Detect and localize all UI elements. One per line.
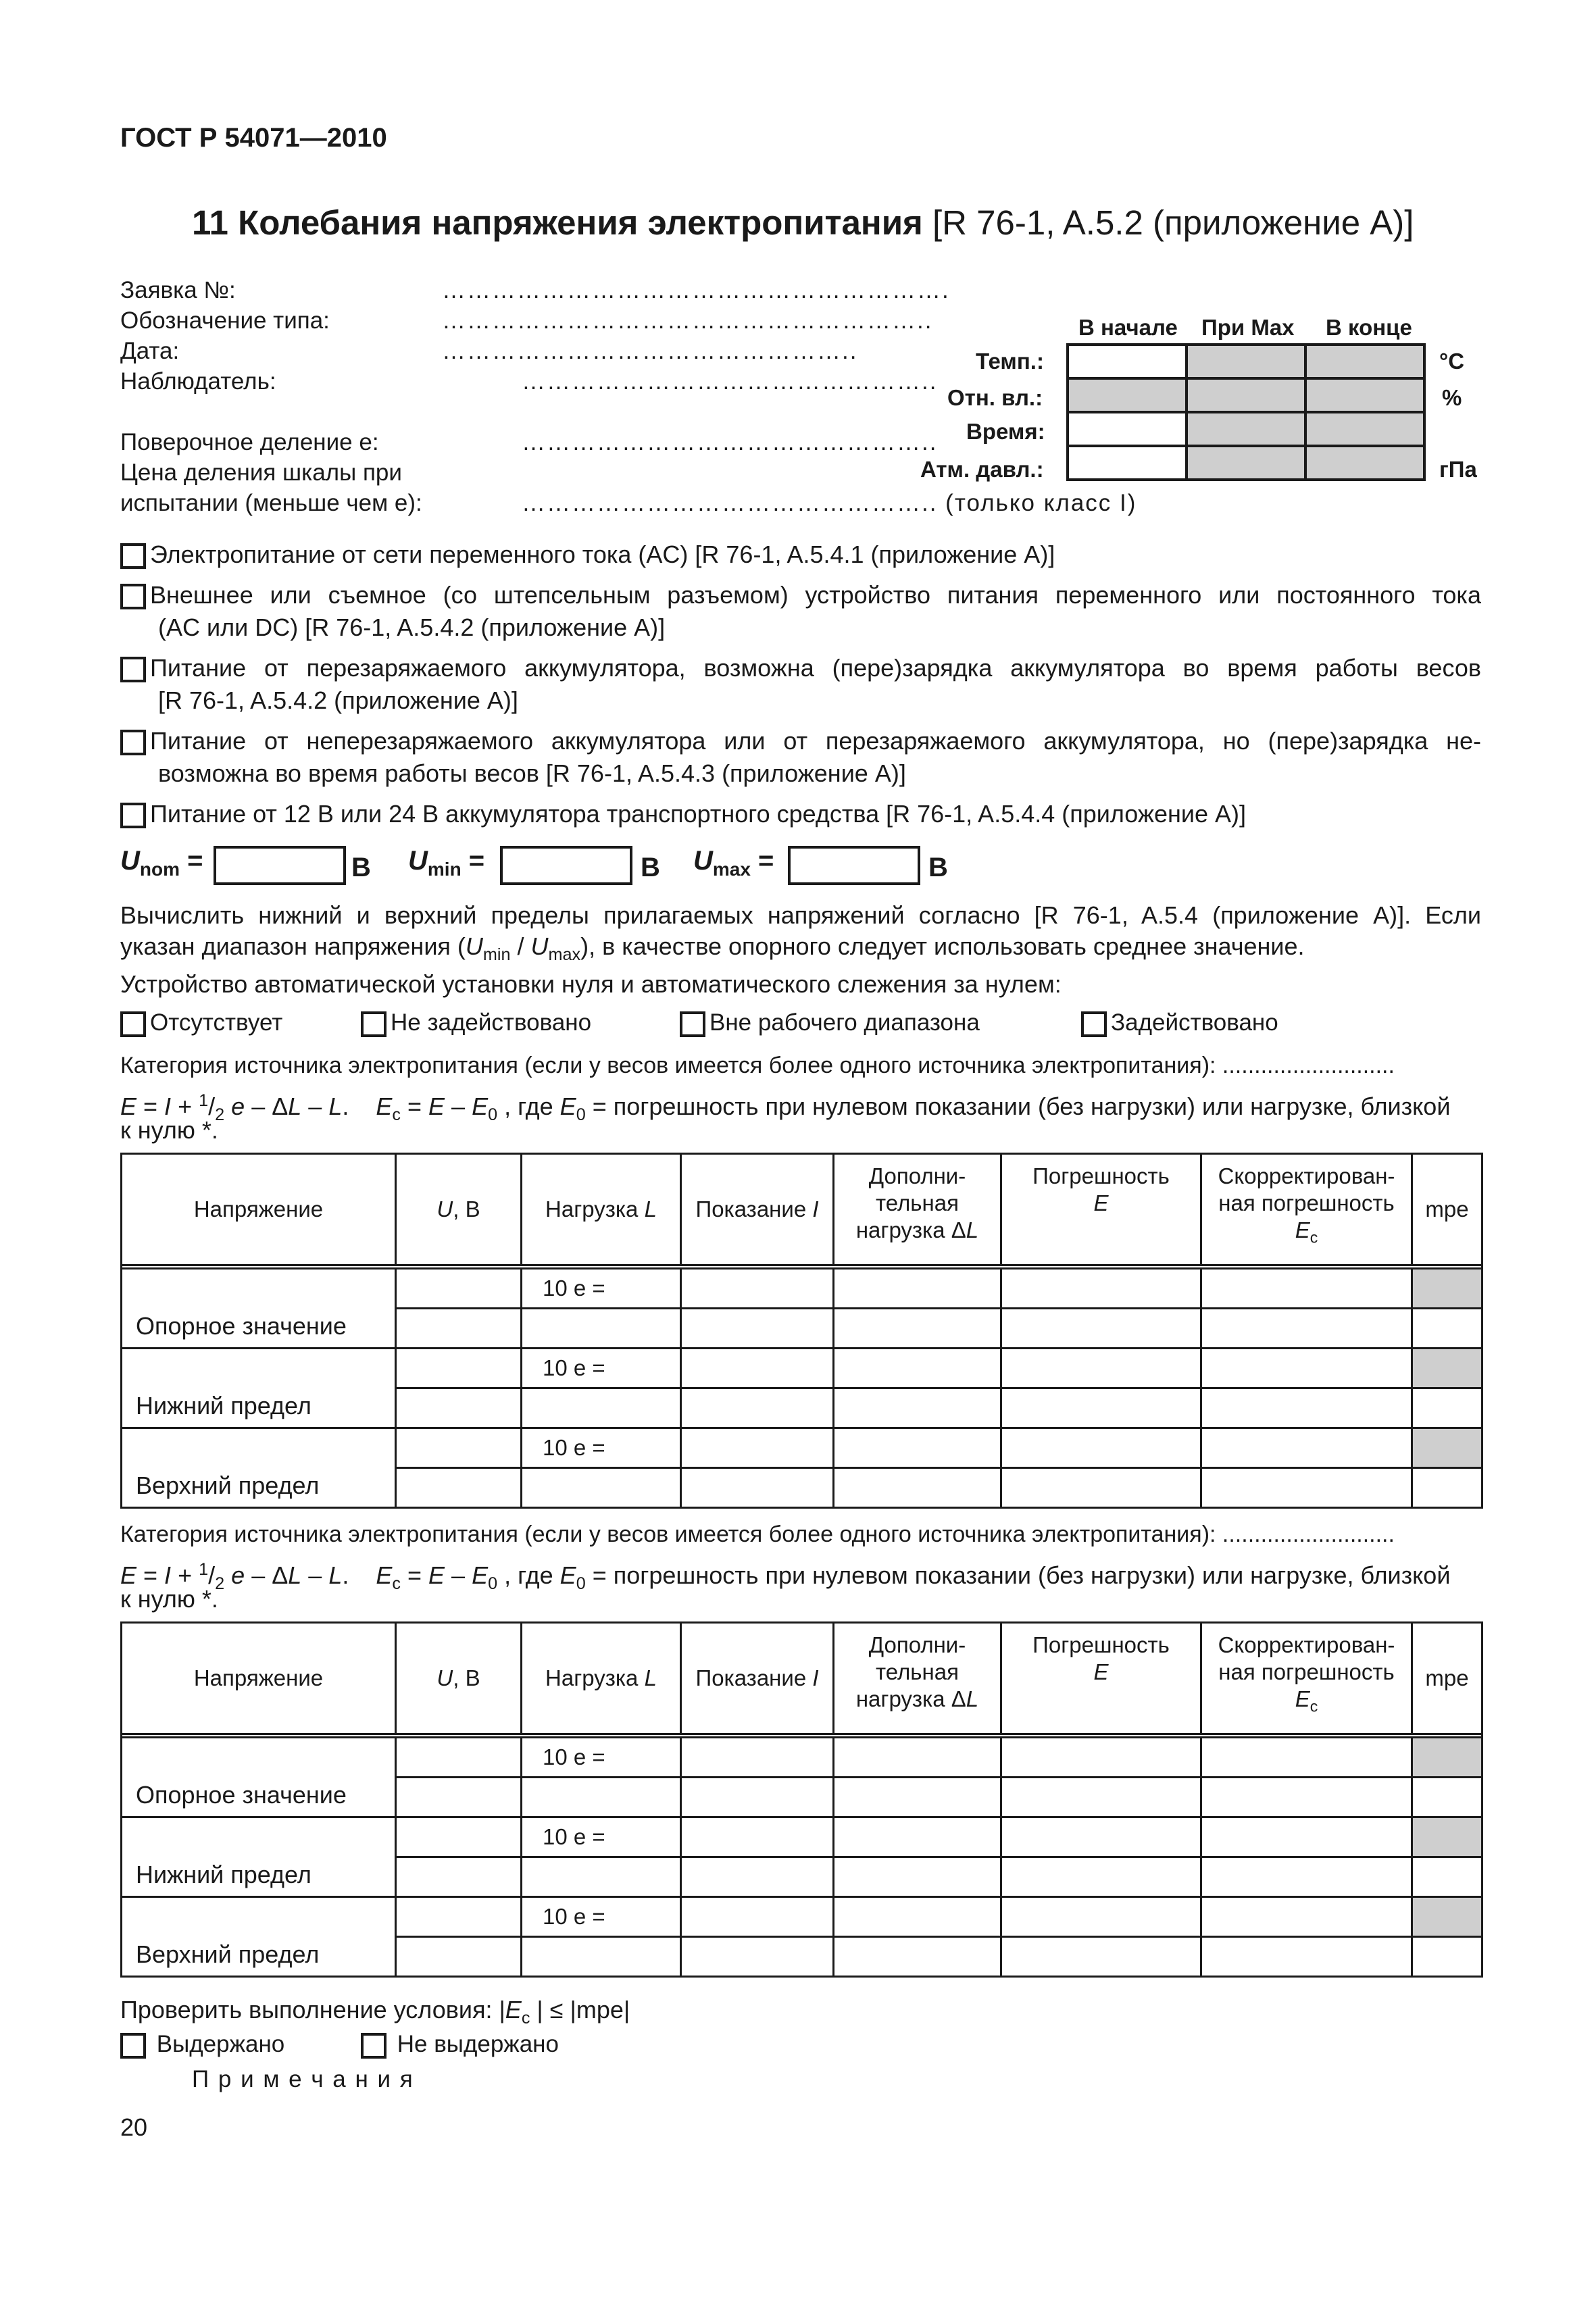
cell-shaded [1412,1269,1482,1309]
cell[interactable] [681,1269,834,1309]
meteo-table [1066,343,1426,481]
cell[interactable] [1412,1388,1482,1428]
meteo-row-temp: Темп.: [976,349,1044,374]
cell[interactable] [834,1428,1001,1468]
cell[interactable] [834,1309,1001,1349]
field-label-application: Заявка №: [120,277,236,303]
cell[interactable] [522,1309,681,1349]
u-nom-unit: В [351,853,371,882]
cell[interactable] [834,1468,1001,1508]
meteo-cell [1068,378,1187,412]
meteo-unit-temp: °C [1439,349,1465,374]
cell[interactable] [1001,1738,1201,1778]
checkbox[interactable] [120,2033,146,2059]
check-passed[interactable]: Выдержано [120,2031,284,2059]
document-header: ГОСТ Р 54071—2010 [120,123,387,153]
cell[interactable] [1001,1309,1201,1349]
check-condition: Проверить выполнение условия: $|E_c$ | ≤ |mpe| [120,1996,630,2028]
cell[interactable] [834,1857,1001,1897]
cell[interactable] [1001,1778,1201,1817]
u-min-label: $U_{min}$ = [408,846,485,880]
col-reading: Показание I [681,1154,834,1265]
zero-option-absent[interactable]: Отсутствует [120,1009,282,1037]
field-dots-type[interactable]: ………………………………………………….. [442,307,933,334]
col-extra-load: Дополни- тельная нагрузка ΔL [834,1623,1001,1734]
meteo-cell [1305,412,1424,446]
u-min-unit: В [641,853,660,882]
load-cell: 10 е = [522,1428,681,1468]
cell[interactable] [396,1349,522,1388]
load-cell: 10 е = [522,1817,681,1857]
meteo-cell [1187,378,1305,412]
field-dots-verification[interactable]: ………………………………………….. [522,429,938,455]
calc-text-1: Вычислить нижний и верхний пределы прилагаемых напряжений согласно [R 76-1, A.5.4 (приложение A)]. Если [120,901,1481,929]
cell[interactable] [1412,1309,1482,1349]
field-label-type: Обозначение типа: [120,307,330,334]
cell[interactable] [522,1778,681,1817]
row-upper: Верхний предел [122,1428,396,1508]
cell[interactable] [834,1897,1001,1937]
u-nom-input[interactable] [214,846,346,885]
col-reading: Показание I [681,1623,834,1734]
meteo-row-humidity: Отн. вл.: [947,385,1043,410]
checkbox[interactable] [120,730,146,755]
field-dots-observer[interactable]: ………………………………………….. [522,368,938,395]
cell[interactable] [1412,1778,1482,1817]
checkbox[interactable] [1081,1011,1107,1037]
cell[interactable] [681,1738,834,1778]
cell[interactable] [1201,1937,1412,1977]
cell[interactable] [1201,1817,1412,1857]
cell[interactable] [396,1778,522,1817]
page-number: 20 [120,2113,148,2141]
cell[interactable] [522,1857,681,1897]
cell[interactable] [396,1388,522,1428]
cell[interactable] [1201,1468,1412,1508]
meteo-cell[interactable] [1068,345,1187,378]
power-option-external[interactable]: Внешнее или съемное (со штепсельным разъемом) устройство питания переменного или постоянного тока [120,578,1481,612]
formula-2-cont: к нулю *. [120,1585,218,1613]
col-u: U, В [396,1623,522,1734]
col-corrected-error: Скорректирован- ная погрешность $E_c$ [1201,1623,1412,1734]
check-failed[interactable]: Не выдержано [361,2031,559,2059]
category-text-1: Категория источника электропитания (если у весов имеется более одного источника электропитания): ........................... [120,1053,1395,1078]
cell[interactable] [1001,1269,1201,1309]
cell[interactable] [681,1309,834,1349]
power-option-rechargeable-cont: [R 76-1, A.5.4.2 (приложение A)] [158,686,518,714]
cell[interactable] [834,1349,1001,1388]
cell[interactable] [396,1738,522,1778]
results-table-2 [120,1621,1483,1978]
cell[interactable] [681,1388,834,1428]
cell[interactable] [1001,1388,1201,1428]
cell[interactable] [681,1428,834,1468]
field-dots-date[interactable]: ………………………………………….. [442,338,858,364]
field-label-verification: Поверочное деление е: [120,429,379,455]
u-min-input[interactable] [500,846,632,885]
u-max-unit: В [928,853,948,882]
checkbox[interactable] [361,2033,386,2059]
power-option-ac[interactable]: Электропитание от сети переменного тока (AC) [R 76-1, A.5.4.1 (приложение A)] [120,538,1481,572]
field-label-date: Дата: [120,338,180,364]
col-mpe: mpe [1412,1623,1482,1734]
cell[interactable] [834,1817,1001,1857]
checkbox[interactable] [120,657,146,682]
cell[interactable] [681,1349,834,1388]
power-option-nonrechargeable-cont: возможна во время работы весов [R 76-1, A.5.4.3 (приложение A)] [158,759,906,787]
col-error: Погрешность E [1001,1154,1201,1265]
col-load: Нагрузка L [522,1154,681,1265]
cell[interactable] [396,1468,522,1508]
meteo-row-time: Время: [966,419,1045,444]
row-lower: Нижний предел [122,1349,396,1428]
u-max-label: $U_{max}$ = [693,846,774,880]
cell[interactable] [1001,1897,1201,1937]
meteo-unit-pressure: гПа [1439,457,1477,482]
meteo-cell [1305,378,1424,412]
cell[interactable] [1201,1388,1412,1428]
checkbox[interactable] [361,1011,386,1037]
cell[interactable] [1201,1778,1412,1817]
meteo-col-end: В конце [1326,315,1412,340]
cell-shaded [1412,1428,1482,1468]
cell[interactable] [522,1937,681,1977]
checkbox[interactable] [680,1011,705,1037]
cell[interactable] [1412,1468,1482,1508]
cell-shaded [1412,1897,1482,1937]
cell[interactable] [1412,1857,1482,1897]
field-label-scale-1: Цена деления шкалы при [120,459,402,486]
cell[interactable] [396,1937,522,1977]
cell[interactable] [681,1937,834,1977]
meteo-cell[interactable] [1068,446,1187,480]
cell[interactable] [1001,1428,1201,1468]
power-option-external-cont: (AC или DC) [R 76-1, A.5.4.2 (приложение A)] [158,613,666,641]
cell[interactable] [1412,1937,1482,1977]
cell[interactable] [522,1468,681,1508]
formula-1-cont: к нулю *. [120,1116,218,1144]
u-nom-label: $U_{nom}$ = [120,846,203,880]
cell[interactable] [1201,1857,1412,1897]
notes-label: П р и м е ч а н и я [192,2066,414,2092]
col-voltage: Напряжение [122,1154,396,1265]
cell-shaded [1412,1738,1482,1778]
meteo-col-start: В начале [1078,315,1178,340]
load-cell: 10 е = [522,1738,681,1778]
meteo-col-max: При Max [1201,315,1295,340]
col-mpe: mpe [1412,1154,1482,1265]
category-text-2: Категория источника электропитания (если у весов имеется более одного источника электропитания): ........................... [120,1521,1395,1547]
zero-option-used[interactable]: Задействовано [1081,1009,1278,1037]
zero-device-label: Устройство автоматической установки нуля и автоматического слежения за нулем: [120,970,1062,998]
cell[interactable] [834,1937,1001,1977]
power-option-rechargeable[interactable]: Питание от перезаряжаемого аккумулятора, возможна (пере)зарядка аккумулятора во время работы весов [120,651,1481,685]
cell[interactable] [1201,1897,1412,1937]
meteo-cell [1305,345,1424,378]
checkbox[interactable] [120,803,146,828]
cell[interactable] [396,1269,522,1309]
results-table-1 [120,1153,1483,1509]
cell[interactable] [834,1738,1001,1778]
section-title: 11 Колебания напряжения электропитания [R 76-1, A.5.2 (приложение A)] [192,203,1414,242]
meteo-cell [1305,446,1424,480]
cell[interactable] [1001,1817,1201,1857]
row-upper: Верхний предел [122,1897,396,1977]
load-cell: 10 е = [522,1269,681,1309]
field-label-scale-2: испытании (меньше чем е): [120,490,422,516]
field-dots-scale[interactable]: ………………………………………….. (только класс I) [522,490,1137,516]
cell[interactable] [681,1817,834,1857]
checkbox[interactable] [120,584,146,609]
formula-1: $E = I + ^1/_2$ e – ΔL – L. $E_c = E - E_0$ , где $E_0$ = погрешность при нулевом показании (без нагрузки) или нагрузке, близкой [120,1091,1451,1125]
u-max-input[interactable] [788,846,920,885]
formula-2: $E = I + ^1/_2$ e – ΔL – L. $E_c = E - E_0$ , где $E_0$ = погрешность при нулевом показании (без нагрузки) или нагрузке, близкой [120,1560,1451,1594]
cell[interactable] [1001,1349,1201,1388]
col-corrected-error: Скорректирован- ная погрешность $E_c$ [1201,1154,1412,1265]
power-option-vehicle[interactable]: Питание от 12 В или 24 В аккумулятора транспортного средства [R 76-1, A.5.4.4 (приложение A)] [120,797,1481,831]
cell[interactable] [1001,1857,1201,1897]
zero-option-not-used[interactable]: Не задействовано [361,1009,591,1037]
meteo-unit-humidity: % [1442,385,1462,410]
field-dots-application[interactable]: ……………………………………………………. [442,277,950,303]
calc-text-2: указан диапазон напряжения $(U_{min} / U_{max})$, в качестве опорного следует использовать среднее значение. [120,932,1305,965]
cell[interactable] [681,1468,834,1508]
cell[interactable] [1001,1468,1201,1508]
cell[interactable] [1001,1937,1201,1977]
cell[interactable] [1201,1349,1412,1388]
cell[interactable] [522,1388,681,1428]
checkbox[interactable] [120,1011,146,1037]
power-option-nonrechargeable[interactable]: Питание от неперезаряжаемого аккумулятора или от перезаряжаемого аккумулятора, но (пере)зарядка не- [120,724,1481,758]
row-lower: Нижний предел [122,1817,396,1897]
cell[interactable] [834,1388,1001,1428]
meteo-cell[interactable] [1068,412,1187,446]
cell[interactable] [396,1428,522,1468]
cell[interactable] [396,1817,522,1857]
meteo-row-pressure: Атм. давл.: [920,457,1044,482]
col-load: Нагрузка L [522,1623,681,1734]
cell[interactable] [681,1778,834,1817]
row-reference: Опорное значение [122,1269,396,1349]
col-u: U, В [396,1154,522,1265]
col-error: Погрешность E [1001,1623,1201,1734]
cell[interactable] [396,1857,522,1897]
cell[interactable] [834,1269,1001,1309]
load-cell: 10 е = [522,1349,681,1388]
cell[interactable] [1201,1269,1412,1309]
field-label-observer: Наблюдатель: [120,368,276,395]
meteo-cell [1187,345,1305,378]
cell[interactable] [681,1857,834,1897]
cell[interactable] [834,1778,1001,1817]
cell[interactable] [1201,1738,1412,1778]
cell[interactable] [396,1309,522,1349]
meteo-cell [1187,446,1305,480]
cell[interactable] [1201,1309,1412,1349]
col-extra-load: Дополни- тельная нагрузка ΔL [834,1154,1001,1265]
meteo-cell [1187,412,1305,446]
checkbox[interactable] [120,543,146,569]
cell-shaded [1412,1349,1482,1388]
cell[interactable] [1201,1428,1412,1468]
load-cell: 10 е = [522,1897,681,1937]
cell-shaded [1412,1817,1482,1857]
cell[interactable] [396,1897,522,1937]
cell[interactable] [681,1897,834,1937]
zero-option-out-of-range[interactable]: Вне рабочего диапазона [680,1009,980,1037]
row-reference: Опорное значение [122,1738,396,1817]
col-voltage: Напряжение [122,1623,396,1734]
